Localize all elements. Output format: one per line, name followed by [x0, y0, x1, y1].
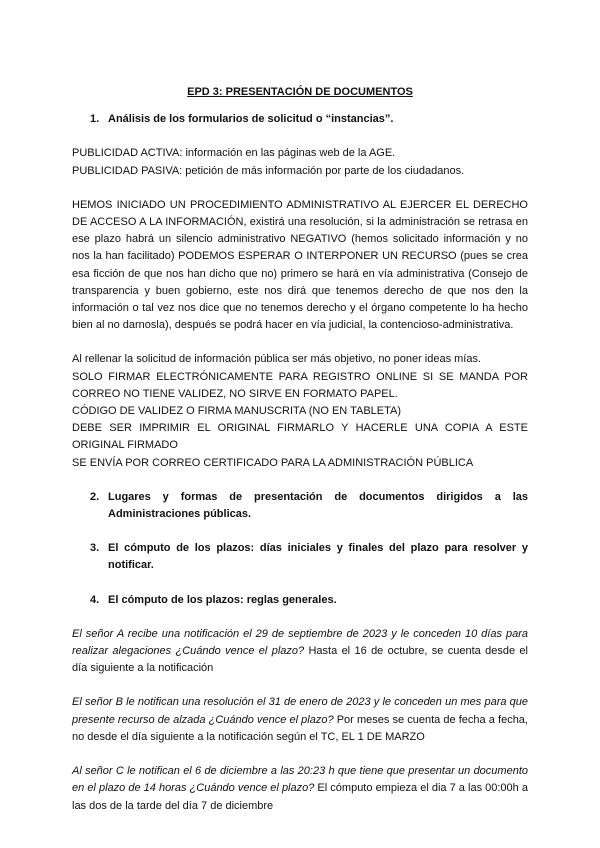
- caso-b-paragraph: [72, 694, 528, 746]
- document-page: [72, 84, 528, 815]
- publicidad-pasiva: PUBLICIDAD PASIVA: petición de más información por parte de los ciudadanos.: [72, 164, 465, 177]
- section-1-number: 1.: [90, 113, 100, 126]
- section-2-heading: [72, 489, 528, 523]
- caso-a-question: El señor A recibe una notificación el 29 de septiembre de 2023 y le conceden 10 días para realizar alegaciones ¿Cuándo vence el plazo?: [72, 627, 528, 658]
- section-4-number: 4.: [90, 593, 100, 606]
- section-3-heading: [72, 540, 528, 574]
- codigo-paragraph: CÓDIGO DE VALIDEZ O FIRMA MANUSCRITA (NO EN TABLETA): [72, 405, 402, 418]
- section-3-number: 3.: [90, 542, 100, 555]
- section-1-text: Análisis de los formularios de solicitud o “instancias”.: [108, 113, 394, 126]
- section-4-text: El cómputo de los plazos: reglas generales.: [108, 593, 337, 606]
- caso-b-answer: Por meses se cuenta de fecha a fecha, no desde el día siguiente a la notificación según el TC, EL 1 DE MARZO: [72, 713, 528, 743]
- procedimiento-paragraph: HEMOS INICIADO UN PROCEDIMIENTO ADMINISTRATIVO AL EJERCER EL DERECHO DE ACCESO A LA INFORMACIÓN, existirá una resolución, si la administración se retrasa en ese plazo habrá un silencio administrativo NEGATIVO (hemos solicitado información y no nos la han facilitado) PODEMOS ESPERAR O INTERPONER UN RECURSO (pues se crea esa ficción de que nos han dicho que no) primero se hará en vía administrativa (Consejo de transparencia y buen gobierno, este nos dirá que tenemos derecho de que nos den la información o tal vez nos dice que no tenemos derecho y el órgano competente lo ha hecho bien al no darnosla), después se podrá hacer en vía judicial, la contencioso-administrativa.: [72, 198, 528, 332]
- caso-a-answer: Hasta el 16 de octubre, se cuenta desde el día siguiente a la notificación: [72, 645, 528, 675]
- caso-c-question: Al señor C le notifican el 6 de diciembre a las 20:23 h que tiene que presentar un documento en el plazo de 14 horas ¿Cuándo vence el plazo?: [72, 765, 528, 795]
- section-3-text: El cómputo de los plazos: días iniciales y finales del plazo para resolver y notificar.: [108, 542, 528, 572]
- document-title: EPD 3: PRESENTACIÓN DE DOCUMENTOS: [187, 86, 413, 98]
- rellenar-paragraph: Al rellenar la solicitud de información pública ser más objetivo, no poner ideas mías.: [72, 353, 482, 366]
- section-2-text: Lugares y formas de presentación de documentos dirigidos a las Administraciones públicas.: [108, 490, 528, 521]
- section-1-heading: [72, 111, 528, 128]
- section-2-number: 2.: [90, 490, 100, 503]
- caso-c-paragraph: [72, 763, 528, 815]
- publicidad-activa: PUBLICIDAD ACTIVA: información en las páginas web de la AGE.: [72, 147, 396, 160]
- debe-paragraph: DEBE SER IMPRIMIR EL ORIGINAL FIRMARLO Y HACERLE UNA COPIA A ESTE ORIGINAL FIRMADO: [72, 422, 528, 452]
- caso-a-paragraph: [72, 626, 528, 678]
- caso-c-answer: El cómputo empieza el dia 7 a las 00:00h a las dos de la tarde del día 7 de diciembre: [72, 782, 528, 812]
- solo-firmar-paragraph: SOLO FIRMAR ELECTRÓNICAMENTE PARA REGISTRO ONLINE SI SE MANDA POR CORREO NO TIENE VALIDEZ, NO SIRVE EN FORMATO PAPEL.: [72, 370, 528, 400]
- caso-b-question: El señor B le notifican una resolución el 31 de enero de 2023 y le conceden un mes para que presente recurso de alzada ¿Cuándo vence el plazo?: [72, 696, 528, 726]
- envia-paragraph: SE ENVÍA POR CORREO CERTIFICADO PARA LA ADMINISTRACIÓN PÚBLICA: [72, 456, 474, 469]
- section-4-heading: [72, 592, 528, 609]
